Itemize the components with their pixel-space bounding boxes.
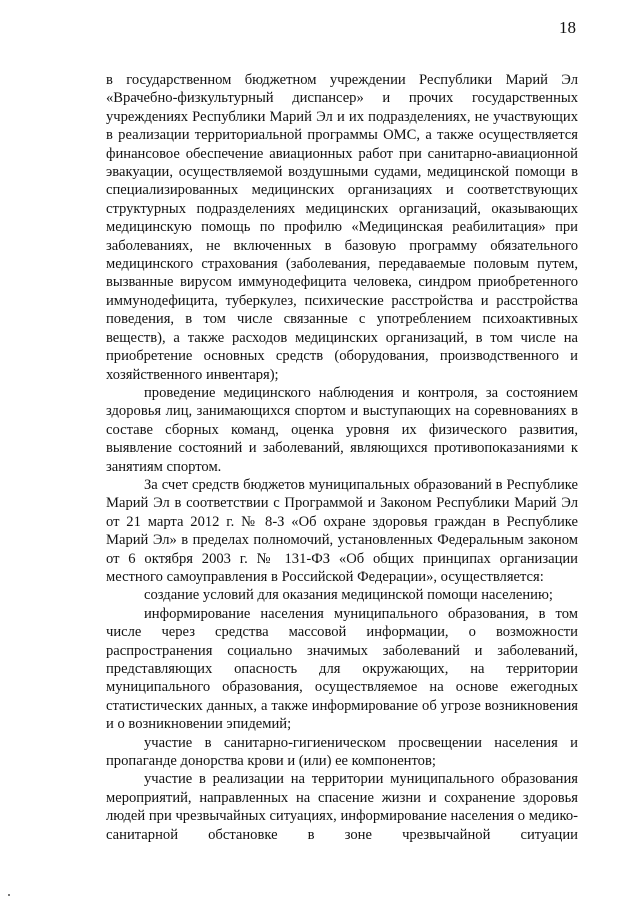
list-item-emergency-measures: участие в реализации на территории муниципального образования мероприятий, направленных на спасение жизни и сохранение здоровья людей при чрезвычайных ситуациях, информирование населения о медико-санитарной обстановке в зоне чрезвычайной ситуации — [106, 771, 578, 843]
paragraph-municipal-budgets: За счет средств бюджетов муниципальных образований в Республике Марий Эл в соответствии с Программой и Законом Республики Марий Эл от 21 марта 2012 г. № 8-З «Об охране здоровья граждан в Республике Марий Эл» в пределах полномочий, установленных Федеральным законом от 6 октября 2003 г. № 131-ФЗ «Об общих принципах организации местного самоуправления в Российской Федерации», осуществляется: — [106, 476, 578, 585]
paragraph-continuation: в государственном бюджетном учреждении Республики Марий Эл «Врачебно-физкультурный диспансер» и прочих государственных учреждениях Республики Марий Эл и их подразделениях, не участвующих в реализации территориальной программы ОМС, а также осуществляется финансовое обеспечение авиационных работ при санитарно-авиационной эвакуации, осуществляемой воздушными судами, медицинской помощи в специализированных медицинских организациях и соответствующих структурных подразделениях медицинских организаций, оказывающих медицинскую помощь по профилю «Медицинская реабилитация» при заболеваниях, не включенных в базовую программу обязательного медицинского страхования (заболевания, передаваемые половым путем, вызванные вирусом иммунодефицита человека, синдром приобретенного иммунодефицита, туберкулез, психические расстройства и расстройства поведения, в том числе связанные с употреблением психоактивных веществ), а также расходов медицинских организаций, в том числе на приобретение основных средств (оборудования, производственного и хозяйственного инвентаря); — [106, 72, 578, 383]
list-item-informing: информирование населения муниципального образования, в том числе через средства массовой информации, о возможности распространения социально значимых заболеваний и заболеваний, представляющих опасность для окружающих, на территории муниципального образования, осуществляемое на основе ежегодных статистических данных, а также информирование об угрозе возникновения и о возникновении эпидемий; — [106, 605, 578, 733]
list-item-hygiene-education: участие в санитарно-гигиеническом просвещении населения и пропаганде донорства крови и (или) ее компонентов; — [106, 734, 578, 770]
list-item-conditions: создание условий для оказания медицинской помощи населению; — [144, 587, 553, 604]
document-body — [106, 71, 578, 844]
paragraph-medical-monitoring: проведение медицинского наблюдения и контроля, за состоянием здоровья лиц, занимающихся спортом и выступающих на соревнованиях в составе сборных команд, оценка уровня их физического развития, выявление состояний и заболеваний, являющихся противопоказаниями к занятиям спортом. — [106, 384, 578, 475]
scan-mark — [8, 894, 10, 896]
page-number: 18 — [559, 18, 576, 37]
